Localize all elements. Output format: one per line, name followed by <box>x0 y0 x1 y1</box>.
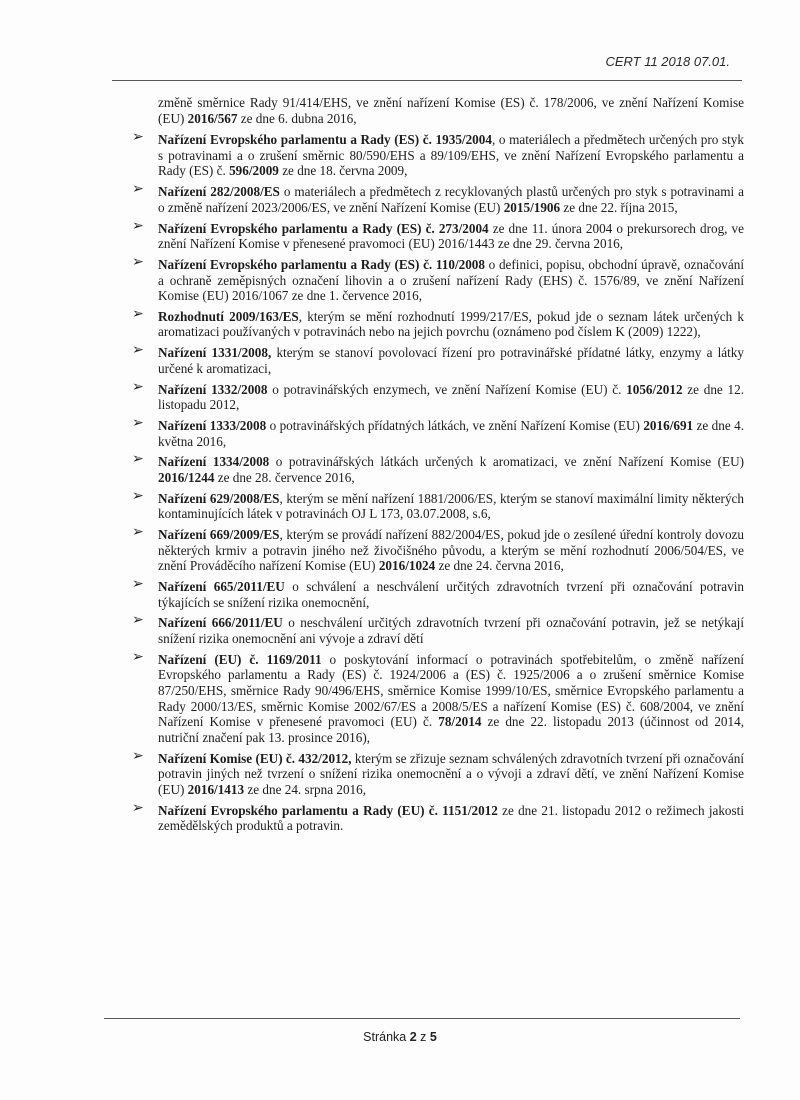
current-page: 2 <box>409 1030 417 1044</box>
arrow-bullet-icon: ➢ <box>132 648 144 665</box>
header-divider <box>112 80 742 81</box>
regulation-text: o potravinářských přídatných látkách, ve znění Nařízení Komise (EU) <box>266 418 644 433</box>
continued-paragraph <box>158 95 744 126</box>
regulation-title: Nařízení 1332/2008 <box>158 381 268 397</box>
regulation-title: Nařízení 666/2011/EU <box>158 615 283 631</box>
regulation-item <box>118 378 744 413</box>
total-pages: 5 <box>429 1030 437 1044</box>
intro-text-end: ze dne 6. dubna 2016, <box>237 110 357 126</box>
regulation-item <box>118 648 745 746</box>
arrow-bullet-icon: ➢ <box>132 305 144 322</box>
regulation-title: Nařízení 629/2008/ES <box>158 490 280 506</box>
regulation-item <box>118 576 744 610</box>
arrow-bullet-icon: ➢ <box>132 378 144 395</box>
regulation-text: ze dne 21. listopadu 2012 o režimech jakosti zemědělských produktů a potravin. <box>158 802 744 834</box>
arrow-bullet-icon: ➢ <box>132 576 144 593</box>
regulation-item <box>118 487 744 522</box>
regulation-title: Nařízení Evropského parlamentu a Rady (EU) č. 1151/2012 <box>158 802 498 818</box>
regulation-item <box>118 415 745 449</box>
regulation-text: kterým se zřizuje seznam schválených zdravotních tvrzení při označování potravin jiných než tvrzení o snížení rizika onemocnění a o vývoji a zdraví dětí, ve znění Nařízení Komise (EU) <box>158 750 744 797</box>
regulation-date: ze dne 24. června 2016, <box>435 558 564 574</box>
arrow-bullet-icon: ➢ <box>132 129 144 146</box>
regulation-text: o definici, popisu, obchodní úpravě, označování a ochraně zeměpisných označení lihovin a o zrušení nařízení Rady (EHS) č. 1576/89, ve znění Nařízení Komise (EU) 2016/1067 ze dne 1. července 2016, <box>158 256 744 304</box>
regulation-amendment: 2015/1906 <box>503 199 561 215</box>
regulation-item <box>118 217 744 252</box>
regulation-date: ze dne 4. května 2016, <box>158 418 745 449</box>
arrow-bullet-icon: ➢ <box>132 799 144 816</box>
intro-bold: 2016/567 <box>187 110 238 126</box>
regulation-title: Nařízení (EU) č. 1169/2011 <box>158 651 322 667</box>
regulation-amendment: 78/2014 <box>438 714 482 730</box>
regulation-item <box>118 799 744 834</box>
regulation-amendment: 596/2009 <box>229 163 279 179</box>
document-reference: CERT 11 2018 07.01. <box>605 54 730 69</box>
arrow-bullet-icon: ➢ <box>132 487 144 504</box>
regulation-text: o potravinářských enzymech, ve znění Nařízení Komise (EU) č. <box>267 381 627 397</box>
regulation-title: Nařízení Evropského parlamentu a Rady (ES) č. 110/2008 <box>158 256 485 272</box>
regulation-item <box>118 747 744 798</box>
footer-divider <box>104 1018 740 1019</box>
regulation-item <box>118 612 744 647</box>
regulation-title: Rozhodnutí 2009/163/ES <box>158 308 299 324</box>
page-separator: z <box>416 1030 430 1044</box>
regulation-title: Nařízení Evropského parlamentu a Rady (ES) č. 1935/2004 <box>158 132 492 148</box>
intro-text: změně směrnice Rady 91/414/EHS, ve znění nařízení Komise (ES) č. 178/2006, ve znění Nařízení Komise (EU) <box>158 95 744 126</box>
regulation-text: o potravinářských látkách určených k aromatizaci, ve znění Nařízení Komise (EU) <box>269 454 744 470</box>
regulation-title: Nařízení 1331/2008, <box>158 345 272 361</box>
page-number <box>0 1030 800 1044</box>
regulation-text: ze dne 11. února 2004 o prekursorech drog, ve znění Nařízení Komise v přenesené pravomoci (EU) 2016/1443 ze dne 29. června 2016, <box>158 220 744 252</box>
regulation-item <box>118 129 744 179</box>
regulation-text: kterým se stanoví povolovací řízení pro potravinářské přídatné látky, enzymy a látky určené k aromatizaci, <box>158 345 744 376</box>
regulation-text: o poskytování informací o potravinách spotřebitelům, o změně nařízení Evropského parlamentu a Rady (ES) č. 1924/2006 a (ES) č. 1925/2006 a o zrušení směrnice Komise 87/250/EHS, směrnice Rady 90/496/EHS, směrnice Komise 1999/10/ES, směrnice Evropského parlamentu a Rady 2000/13/ES, směrnic Komise 2002/67/ES a 2008/5/ES a nařízení Komise (ES) č. 608/2004, ve znění Nařízení Komise v přenesené pravomoci (EU) č. <box>158 651 744 730</box>
regulation-text: , kterým se provádí nařízení 882/2004/ES, pokud jde o zesílené úřední kontroly dovozu některých krmiv a potravin jiného než živočišného původu, a kterým se mění rozhodnutí 2006/504/ES, ve znění Prováděcího nařízení Komise (EU) <box>158 527 744 574</box>
regulation-date: ze dne 22. října 2015, <box>560 199 678 215</box>
arrow-bullet-icon: ➢ <box>132 181 144 198</box>
arrow-bullet-icon: ➢ <box>132 342 144 359</box>
arrow-bullet-icon: ➢ <box>132 612 144 629</box>
regulation-title: Nařízení 282/2008/ES <box>158 184 280 200</box>
arrow-bullet-icon: ➢ <box>132 253 144 270</box>
regulation-title: Nařízení 665/2011/EU <box>158 579 285 595</box>
regulation-amendment: 1056/2012 <box>626 381 683 397</box>
regulation-item <box>118 524 744 574</box>
regulation-date: ze dne 24. srpna 2016, <box>244 781 367 797</box>
regulation-text: o schválení a neschválení určitých zdravotních tvrzení při označování potravin týkajících se snížení rizika onemocnění, <box>158 579 744 610</box>
arrow-bullet-icon: ➢ <box>132 415 144 431</box>
regulation-amendment: 2016/1024 <box>378 558 436 574</box>
regulation-item <box>118 253 744 304</box>
regulation-amendment: 2016/1244 <box>158 469 215 485</box>
regulation-title: Nařízení 669/2009/ES <box>158 527 280 543</box>
regulation-title: Nařízení Komise (EU) č. 432/2012, <box>158 750 352 766</box>
regulation-title: Nařízení 1333/2008 <box>158 418 267 433</box>
arrow-bullet-icon: ➢ <box>132 747 144 764</box>
regulation-text: o neschválení určitých zdravotních tvrzení při označování potravin, jež se netýkají snížení rizika onemocnění ani vývoje a zdraví dětí <box>158 615 744 647</box>
regulation-text: o materiálech a předmětech z recyklovaných plastů určených pro styk s potravinami a o změně nařízení 2023/2006/ES, ve znění Nařízení Komise (EU) <box>158 184 744 215</box>
arrow-bullet-icon: ➢ <box>132 451 144 468</box>
regulation-date: ze dne 28. července 2016, <box>214 469 355 485</box>
regulation-date: ze dne 18. června 2009, <box>278 163 408 179</box>
arrow-bullet-icon: ➢ <box>132 524 144 541</box>
regulation-date: ze dne 12. listopadu 2012, <box>158 381 744 413</box>
regulation-date: ze dne 22. listopadu 2013 (účinnost od 2014, nutriční značení pak 13. prosince 2016), <box>158 714 745 745</box>
arrow-bullet-icon: ➢ <box>132 217 144 234</box>
regulation-item <box>118 342 744 376</box>
regulation-item <box>118 305 745 340</box>
regulation-item <box>118 451 744 485</box>
regulation-title: Nařízení 1334/2008 <box>158 454 270 470</box>
regulation-text: , kterým se mění nařízení 1881/2006/ES, kterým se stanoví maximální limity některých kontaminujících látek v potravinách OJ L 173, 03.07.2008, s.6, <box>158 490 744 522</box>
regulation-text: , o materiálech a předmětech určených pro styk s potravinami a o zrušení směrnic 80/590/EHS a 89/109/EHS, ve znění Nařízení Evropského parlamentu a Rady (ES) č. <box>158 132 744 179</box>
regulation-item <box>118 181 744 215</box>
regulation-amendment: 2016/1413 <box>187 781 245 797</box>
page-label: Stránka <box>363 1030 410 1044</box>
regulations-list <box>118 95 744 839</box>
regulation-text: , kterým se mění rozhodnutí 1999/217/ES, pokud jde o seznam látek určených k aromatizaci používaných v potravinách nebo na jejich povrchu (oznámeno pod číslem K (2009) 1222), <box>158 308 745 340</box>
regulation-amendment: 2016/691 <box>643 418 694 433</box>
regulation-title: Nařízení Evropského parlamentu a Rady (ES) č. 273/2004 <box>158 220 489 236</box>
